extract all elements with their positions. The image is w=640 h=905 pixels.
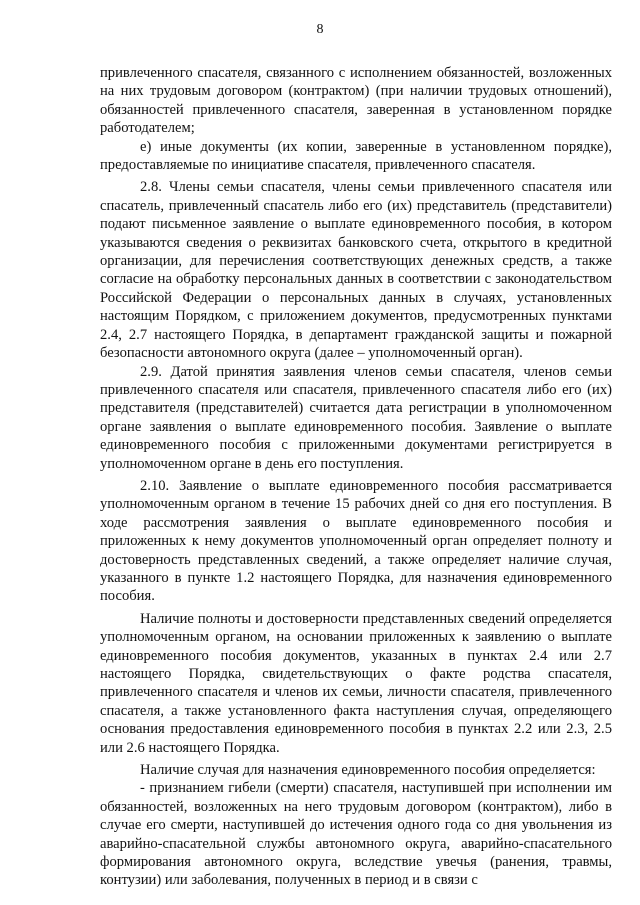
paragraph-2-10: 2.10. Заявление о выплате единовременного пособия рассматривается уполномоченным органом в течение 15 рабочих дней со дня его поступления. В ходе рассмотрения заявления о выплате единовременного пособия и приложенных к нему документов уполномоченный орган определяет полноту и достоверность представленных сведений, а также определяет наличие случая, указанного в пункте 1.2 настоящего Порядка, для назначения единовременного пособия.	[100, 477, 612, 605]
paragraph-2-8: 2.8. Члены семьи спасателя, члены семьи привлеченного спасателя или спасатель, привлеченный спасатель либо его (их) представитель (представители) подают письменное заявление о выплате единовременного пособия, в котором указываются сведения о реквизитах банковского счета, открытого в кредитной организации, для перечисления соответствующих денежных средств, а также согласие на обработку персональных данных в соответствии с законодательством Российской Федерации о персональных данных в случаях, установленных настоящим Порядком, с приложением документов, предусмотренных пунктами 2.4, 2.7 настоящего Порядка, в департамент гражданской защиты и пожарной безопасности автономного округа (далее – уполномоченный орган).	[100, 179, 612, 362]
paragraph-continuation: привлеченного спасателя, связанного с исполнением обязанностей, возложенных на них трудовым договором (контрактом) (при наличии трудовых отношений), обязанностей привлеченного спасателя, заверенная в установленном порядке работодателем;	[100, 65, 612, 137]
paragraph-2-9: 2.9. Датой принятия заявления членов семьи спасателя, членов семьи привлеченного спасателя или спасателя, привлеченного спасателя либо его (их) представителя (представителей) считается дата регистрации в уполномоченном органе заявления о выплате единовременного пособия. Заявление о выплате единовременного пособия с приложенными документами регистрируется в уполномоченном органе в день его поступления.	[100, 363, 612, 472]
paragraph-case-definition: Наличие случая для назначения единовременного пособия определяется:	[140, 762, 596, 779]
document-body	[100, 64, 612, 890]
paragraph-completeness: Наличие полноты и достоверности представленных сведений определяется уполномоченным органом, на основании приложенных к заявлению о выплате единовременного пособия документов, указанных в пунктах 2.4 или 2.7 настоящего Порядка, свидетельствующих о факте родства спасателя, привлеченного спасателя и членов их семьи, личности спасателя, привлеченного спасателя, а также установленного факта наступления случая, определяющего основания предоставления единовременного пособия в пунктах 2.2 или 2.3, 2.5 или 2.6 настоящего Порядка.	[100, 610, 612, 756]
paragraph-item-e: е) иные документы (их копии, заверенные в установленном порядке), предоставляемые по инициативе спасателя, привлеченного спасателя.	[100, 138, 612, 174]
page-number: 8	[316, 22, 324, 37]
paragraph-list-item-death: - признанием гибели (смерти) спасателя, наступившей при исполнении им обязанностей, возложенных на него трудовым договором (контрактом), либо в случае его смерти, наступившей до истечения одного года со дня увольнения из аварийно-спасательной службы автономного округа, аварийно-спасательного формирования автономного округа, вследствие увечья (ранения, травмы, контузии) или заболевания, полученных в период и в связи с	[100, 780, 612, 889]
